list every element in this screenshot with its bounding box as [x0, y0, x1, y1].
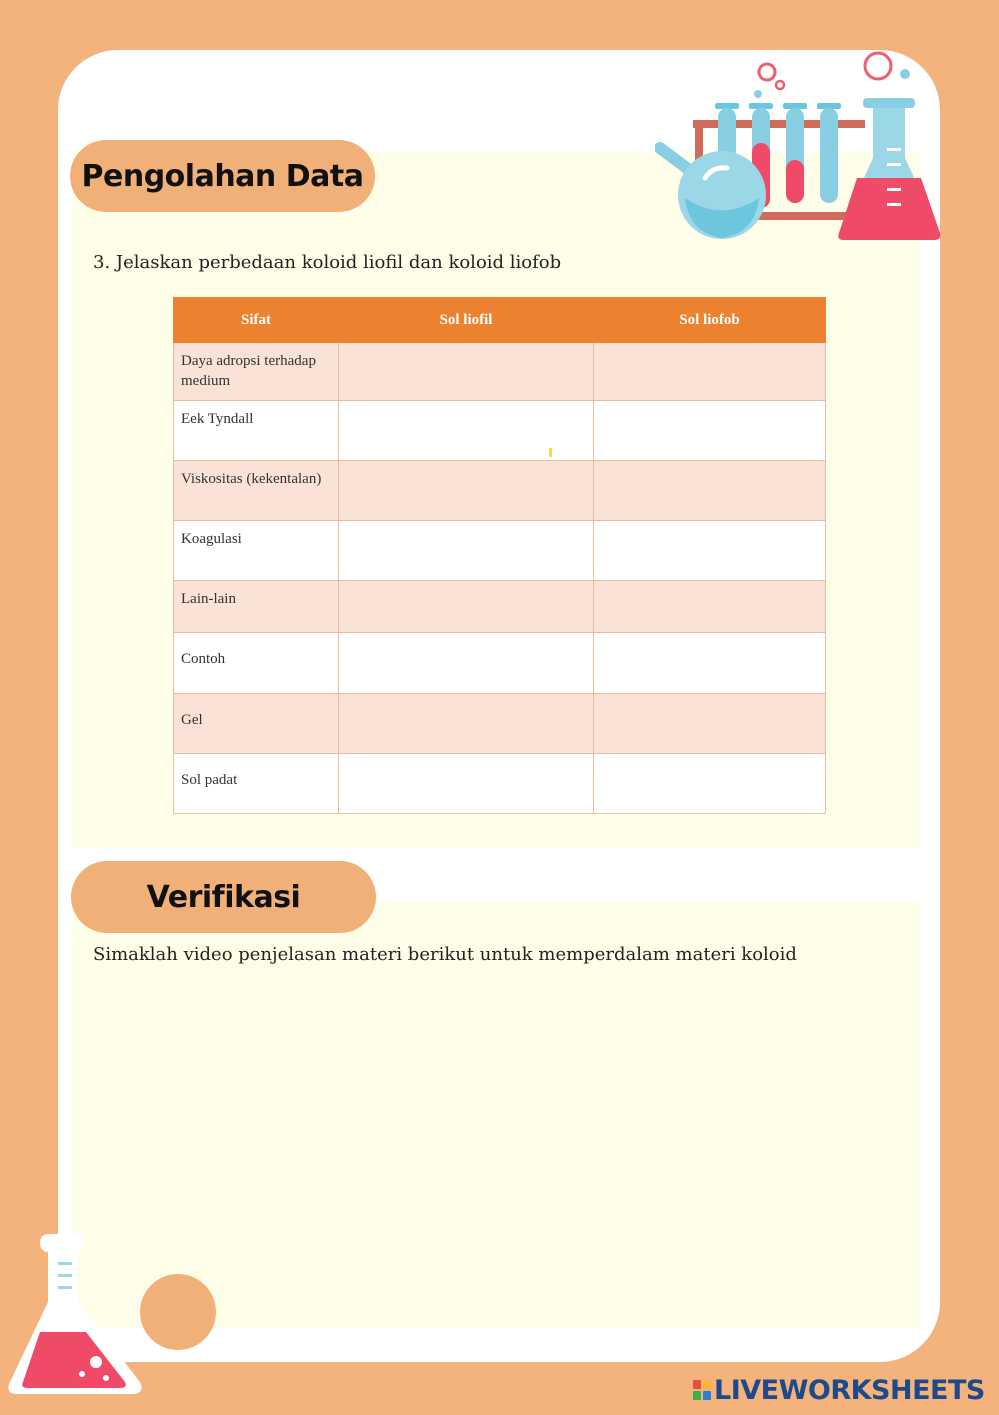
brand-name: LIVEWORKSHEETS	[714, 1374, 985, 1406]
lyophilic-answer-cell[interactable]	[339, 401, 594, 461]
section-title-data: Pengolahan Data	[70, 140, 375, 212]
table-row	[174, 401, 826, 461]
lyophobic-answer-cell[interactable]	[594, 754, 826, 814]
table-row	[174, 461, 826, 521]
row-property: Contoh	[174, 633, 339, 694]
lab-glassware-icon	[655, 48, 945, 248]
lyophobic-answer-cell[interactable]	[594, 401, 826, 461]
lyophilic-answer-cell[interactable]	[339, 581, 594, 633]
row-property: Viskositas (kekentalan)	[174, 461, 339, 521]
lyophilic-answer-cell[interactable]	[339, 521, 594, 581]
row-property: Eek Tyndall	[174, 401, 339, 461]
lyophilic-answer-cell[interactable]	[339, 633, 594, 694]
header-lyophilic: Sol liofil	[339, 298, 594, 343]
lyophobic-answer-cell[interactable]	[594, 343, 826, 401]
lyophilic-answer-cell[interactable]	[339, 754, 594, 814]
row-property: Daya adropsi terhadap medium	[174, 343, 339, 401]
comparison-table	[173, 297, 826, 814]
table-row	[174, 633, 826, 694]
liveworksheets-logo[interactable]	[693, 1372, 985, 1408]
row-property: Lain-lain	[174, 581, 339, 633]
question-text: 3. Jelaskan perbedaan koloid liofil dan koloid liofob	[93, 252, 562, 273]
table-row	[174, 521, 826, 581]
table-row	[174, 754, 826, 814]
row-property: Koagulasi	[174, 521, 339, 581]
lyophobic-answer-cell[interactable]	[594, 581, 826, 633]
table-row	[174, 581, 826, 633]
table-row	[174, 343, 826, 401]
table-row	[174, 694, 826, 754]
verification-text: Simaklah video penjelasan materi berikut untuk memperdalam materi koloid	[93, 944, 797, 965]
lyophobic-answer-cell[interactable]	[594, 461, 826, 521]
lyophobic-answer-cell[interactable]	[594, 633, 826, 694]
flask-icon	[0, 1232, 220, 1402]
header-property: Sifat	[174, 298, 339, 343]
lyophobic-answer-cell[interactable]	[594, 694, 826, 754]
lyophilic-answer-cell[interactable]	[339, 343, 594, 401]
lyophilic-answer-cell[interactable]	[339, 461, 594, 521]
table-header-row	[174, 298, 826, 343]
lyophobic-answer-cell[interactable]	[594, 521, 826, 581]
row-property: Gel	[174, 694, 339, 754]
lyophilic-answer-cell[interactable]	[339, 694, 594, 754]
row-property: Sol padat	[174, 754, 339, 814]
section-title-verification: Verifikasi	[71, 861, 376, 933]
logo-mark-icon	[693, 1380, 711, 1400]
header-lyophobic: Sol liofob	[594, 298, 826, 343]
text-cursor-mark	[549, 448, 552, 457]
